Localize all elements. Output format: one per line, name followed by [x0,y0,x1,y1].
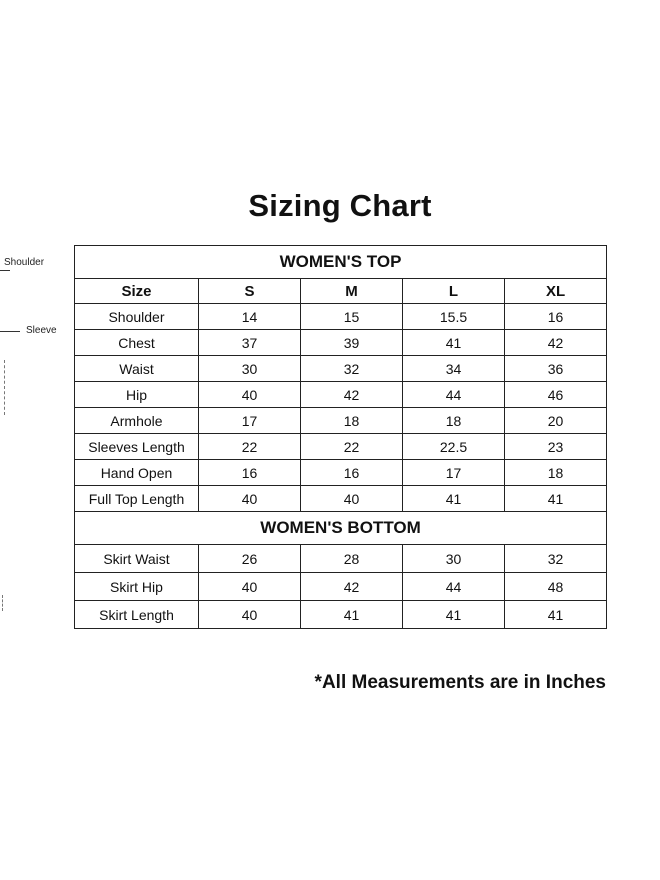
measurement-label: Armhole [75,408,199,434]
size-value: 28 [301,545,403,573]
size-value: 22 [301,434,403,460]
table-row [75,356,607,382]
header-cell: S [199,279,301,304]
table-row [75,304,607,330]
measurement-label: Sleeves Length [75,434,199,460]
table-row [75,460,607,486]
size-value: 17 [403,460,505,486]
size-value: 42 [505,330,607,356]
size-value: 14 [199,304,301,330]
size-value: 42 [301,573,403,601]
size-value: 48 [505,573,607,601]
size-value: 40 [301,486,403,512]
size-value: 41 [403,486,505,512]
size-value: 20 [505,408,607,434]
size-value: 15 [301,304,403,330]
size-value: 40 [199,486,301,512]
section-title-top: WOMEN'S TOP [75,246,607,279]
diagram-line [0,331,20,332]
measurement-label: Skirt Length [75,601,199,629]
diagram-dashed-line [4,360,5,415]
measurement-label: Skirt Hip [75,573,199,601]
size-value: 41 [505,486,607,512]
diagram-line [0,270,10,271]
header-row [75,279,607,304]
size-value: 46 [505,382,607,408]
size-value: 37 [199,330,301,356]
size-value: 41 [403,330,505,356]
table-row [75,330,607,356]
size-value: 41 [505,601,607,629]
measurement-label: Skirt Waist [75,545,199,573]
size-value: 30 [199,356,301,382]
size-value: 39 [301,330,403,356]
size-value: 18 [301,408,403,434]
measurement-label: Shoulder [75,304,199,330]
table-row [75,486,607,512]
table-row [75,408,607,434]
measurement-label: Waist [75,356,199,382]
diagram-dashed-line [2,595,3,611]
size-value: 17 [199,408,301,434]
sizing-table [74,245,607,629]
size-value: 18 [505,460,607,486]
size-value: 40 [199,601,301,629]
measurement-note: *All Measurements are in Inches [314,672,606,693]
size-value: 22.5 [403,434,505,460]
shoulder-diagram-label: Shoulder [4,257,45,268]
size-value: 44 [403,573,505,601]
size-value: 32 [301,356,403,382]
measurement-label: Hip [75,382,199,408]
header-cell: XL [505,279,607,304]
size-value: 34 [403,356,505,382]
size-value: 18 [403,408,505,434]
table-row [75,434,607,460]
size-value: 32 [505,545,607,573]
size-value: 44 [403,382,505,408]
table-row [75,601,607,629]
page-title: Sizing Chart [248,188,432,223]
header-cell: M [301,279,403,304]
size-value: 16 [505,304,607,330]
measurement-label: Full Top Length [75,486,199,512]
sleeve-diagram-label: Sleeve [26,325,57,336]
table-row [75,545,607,573]
size-value: 40 [199,573,301,601]
section-row [75,512,607,545]
size-value: 40 [199,382,301,408]
header-cell: Size [75,279,199,304]
size-value: 23 [505,434,607,460]
size-value: 16 [301,460,403,486]
measurement-label: Chest [75,330,199,356]
size-value: 36 [505,356,607,382]
measurement-label: Hand Open [75,460,199,486]
section-title-bottom: WOMEN'S BOTTOM [75,512,607,545]
size-value: 42 [301,382,403,408]
size-value: 22 [199,434,301,460]
table-row [75,573,607,601]
table-row [75,382,607,408]
size-value: 30 [403,545,505,573]
size-value: 15.5 [403,304,505,330]
section-row [75,246,607,279]
size-value: 41 [301,601,403,629]
size-value: 26 [199,545,301,573]
size-value: 16 [199,460,301,486]
size-value: 41 [403,601,505,629]
header-cell: L [403,279,505,304]
